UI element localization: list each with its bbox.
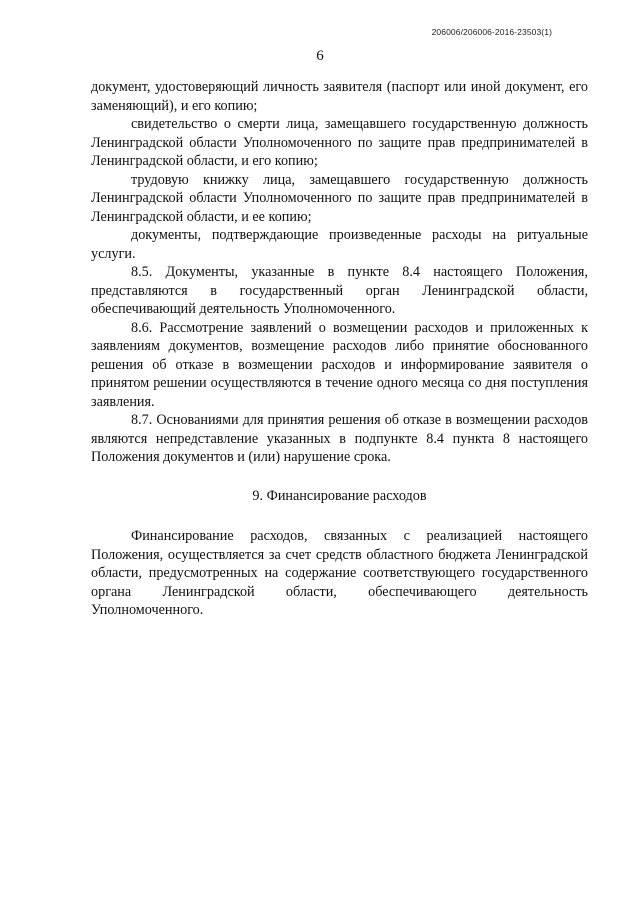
paragraph-funeral-expenses: документы, подтверждающие произведенные расходы на ритуальные услуги. [91,227,588,262]
paragraph-8-6: 8.6. Рассмотрение заявлений о возмещении расходов и приложенных к заявлениям документов, возмещение расходов либо принятие обоснованного решения об отказе в возмещении расходов и информирование заявителя о принятом решении осуществляются в течение одного месяца со дня поступления заявления. [91,319,588,410]
paragraph-8-5: 8.5. Документы, указанные в пункте 8.4 настоящего Положения, представляются в государственный орган Ленинградской области, обеспечивающий деятельность Уполномоченного. [91,264,588,317]
spacer [91,505,588,527]
paragraph-8-7: 8.7. Основаниями для принятия решения об отказе в возмещении расходов являются непредставление указанных в подпункте 8.4 пункта 8 настоящего Положения документов и (или) нарушение срока. [91,412,588,465]
document-id: 206006/206006-2016-23503(1) [431,27,552,37]
paragraph-financing: Финансирование расходов, связанных с реализацией настоящего Положения, осуществляется за счет средств областного бюджета Ленинградской области, предусмотренных на содержание соответствующего государственного органа Ленинградской области, обеспечивающего деятельность Уполномоченного. [91,528,588,618]
section-heading-financing: 9. Финансирование расходов [252,487,427,504]
paragraph-work-record-book: трудовую книжку лица, замещавшего государственную должность Ленинградской области Уполномоченного по защите прав предпринимателей в Ленинградской области, и ее копию; [91,171,588,225]
paragraph-death-certificate: свидетельство о смерти лица, замещавшего государственную должность Ленинградской области Уполномоченного по защите прав предпринимателей в Ленинградской области, и его копию; [91,116,588,169]
document-body [91,78,588,620]
paragraph-identity-document: документ, удостоверяющий личность заявителя (паспорт или иной документ, его заменяющий), и его копию; [91,79,588,114]
page-number: 6 [316,48,324,64]
